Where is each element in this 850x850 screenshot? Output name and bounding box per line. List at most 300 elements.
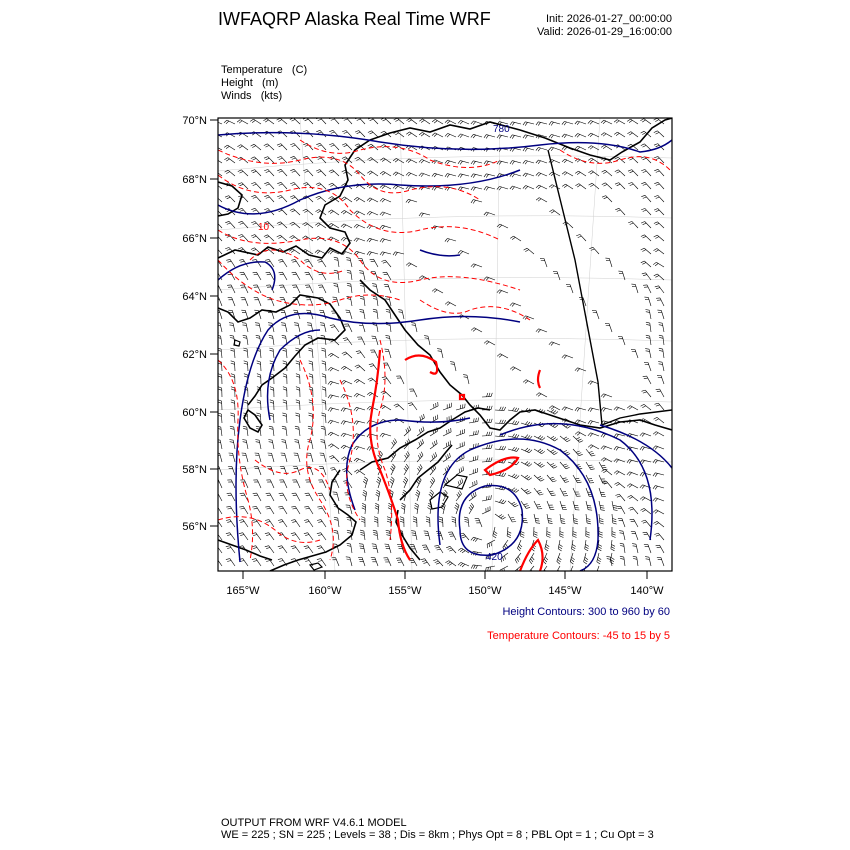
wind-barb-feather xyxy=(211,133,214,136)
wind-barb-feather xyxy=(364,479,367,481)
wind-barb-feather xyxy=(406,263,409,266)
wind-barb xyxy=(345,197,352,202)
wind-barb xyxy=(243,506,248,514)
wind-barb-feather xyxy=(304,520,308,521)
wind-barb xyxy=(358,470,365,475)
wind-barb-feather xyxy=(500,446,502,450)
wind-barb-feather xyxy=(627,484,630,487)
wind-barb-feather xyxy=(588,508,592,509)
wind-barb-feather xyxy=(603,408,605,411)
wind-barb-feather xyxy=(356,199,359,202)
wind-barb-feather xyxy=(374,517,378,518)
lon-label: 150°W xyxy=(468,585,502,597)
wind-barb-feather xyxy=(373,286,377,287)
wind-barb-feather xyxy=(538,394,541,397)
wind-barb-feather xyxy=(224,145,227,147)
wind-barb-feather xyxy=(231,402,235,403)
wind-barb-feather xyxy=(515,560,517,564)
wind-barb xyxy=(308,546,313,553)
wind-barb xyxy=(299,427,300,436)
wind-barb xyxy=(610,557,612,566)
wind-barb-feather xyxy=(588,146,591,149)
wind-barb-feather xyxy=(549,491,553,492)
wind-barb-feather xyxy=(620,556,624,557)
wind-barb-feather xyxy=(226,172,230,174)
wind-barb-feather xyxy=(264,144,268,146)
wind-barb-feather xyxy=(213,520,217,521)
wind-barb xyxy=(660,545,664,553)
wind-barb xyxy=(456,494,462,501)
wind-barb-feather xyxy=(642,250,646,252)
wind-barb xyxy=(435,119,443,124)
wind-barb-feather xyxy=(383,272,387,273)
wind-barb xyxy=(656,262,664,267)
wind-barb-feather xyxy=(334,533,338,534)
wind-barb-feather xyxy=(329,456,333,458)
wind-barb-feather xyxy=(306,495,310,496)
wind-barb-feather xyxy=(528,478,531,480)
wind-barb xyxy=(658,222,665,228)
wind-barb-feather xyxy=(562,172,565,175)
wind-barb-feather xyxy=(278,506,282,507)
wind-barb-feather xyxy=(628,182,632,184)
wind-barb xyxy=(294,156,300,163)
wind-barb xyxy=(632,170,638,176)
wind-barb xyxy=(658,182,664,189)
wind-barb-feather xyxy=(318,561,322,562)
wind-barb-feather xyxy=(244,361,248,362)
wind-barb-feather xyxy=(627,132,630,134)
wind-barb-feather xyxy=(394,404,398,406)
wind-barb-feather xyxy=(536,393,539,396)
wind-barb-feather xyxy=(373,532,377,533)
wind-barb-feather xyxy=(346,559,350,560)
wind-barb xyxy=(624,557,625,566)
wind-barb-feather xyxy=(458,161,460,164)
wind-barb-feather xyxy=(343,446,346,449)
wind-barb-feather xyxy=(240,171,244,173)
wind-barb-feather xyxy=(447,174,449,177)
wind-barb xyxy=(351,284,352,293)
wind-barb-feather xyxy=(279,210,283,212)
wind-barb xyxy=(232,467,235,475)
temp-contour-label: 10 xyxy=(258,222,270,233)
wind-barb-feather xyxy=(653,486,655,489)
wind-barb-feather xyxy=(529,561,532,564)
wind-barb xyxy=(606,196,612,202)
wind-barb-feather xyxy=(486,496,487,500)
temperature-contour-note: Temperature Contours: -45 to 15 by 5 xyxy=(487,630,670,642)
wind-barb xyxy=(657,131,664,137)
wind-barb-feather xyxy=(564,466,568,467)
wind-barb-feather xyxy=(356,212,359,215)
wind-barb-feather xyxy=(424,562,428,563)
wind-barb-feather xyxy=(641,195,645,196)
wind-barb xyxy=(294,182,300,189)
wind-barb-feather xyxy=(214,223,218,225)
wind-barb-feather xyxy=(470,505,472,508)
wind-barb xyxy=(281,144,287,150)
wind-barb-feather xyxy=(242,440,246,441)
wind-barb-feather xyxy=(575,146,578,149)
wind-barb xyxy=(336,480,340,488)
wind-barb-feather xyxy=(217,442,221,443)
wind-barb-feather xyxy=(356,459,359,462)
wind-barb-feather xyxy=(603,146,606,148)
wind-barb xyxy=(624,544,625,553)
wind-barb-feather xyxy=(380,185,383,188)
wind-barb-feather xyxy=(642,133,646,135)
wind-barb xyxy=(644,508,651,514)
wind-barb-feather xyxy=(653,473,655,476)
wind-barb-feather xyxy=(657,547,661,548)
wind-barb xyxy=(383,171,391,176)
wind-barb-feather xyxy=(243,428,247,429)
wind-barb-feather xyxy=(572,544,576,546)
wind-barb-feather xyxy=(367,434,369,437)
wind-barb xyxy=(256,259,261,267)
wind-barb-feather xyxy=(347,532,351,533)
wind-barb-feather xyxy=(504,407,506,411)
wind-barb xyxy=(645,235,652,241)
wind-barb-feather xyxy=(253,548,257,549)
wind-barb-feather xyxy=(502,420,504,424)
wind-barb-feather xyxy=(309,374,313,375)
wind-barb-feather xyxy=(377,490,380,492)
wind-barb-feather xyxy=(576,480,580,481)
wind-barb xyxy=(467,375,469,384)
wind-barb-feather xyxy=(320,440,324,441)
wind-barb-feather xyxy=(654,235,658,237)
wind-barb-feather xyxy=(640,447,642,450)
wind-barb-feather xyxy=(213,172,216,174)
wind-barb-feather xyxy=(603,434,605,437)
wind-barb-feather xyxy=(527,463,530,466)
wind-barb xyxy=(325,336,326,345)
wind-barb-feather xyxy=(617,184,621,186)
wind-barb xyxy=(402,310,404,319)
wind-barb-feather xyxy=(565,438,569,440)
wind-barb xyxy=(645,520,651,527)
wind-barb xyxy=(233,323,235,332)
wind-barb-feather xyxy=(499,291,502,294)
wind-barb-feather xyxy=(654,533,658,534)
wind-barb xyxy=(349,310,352,319)
wind-barb-feather xyxy=(230,426,234,427)
wind-barb-feather xyxy=(305,548,309,549)
wind-barb-feather xyxy=(560,536,564,538)
wind-barb-feather xyxy=(473,329,476,332)
wind-barb-feather xyxy=(435,416,436,420)
wind-barb xyxy=(267,119,274,124)
wind-barb-feather xyxy=(460,121,463,124)
wind-barb-feather xyxy=(410,560,414,561)
wind-barb-feather xyxy=(368,131,372,133)
wind-barb-feather xyxy=(321,335,325,336)
wind-barb-feather xyxy=(386,530,390,531)
wind-barb-feather xyxy=(445,561,448,563)
wind-barb-feather xyxy=(643,223,647,225)
wind-barb-feather xyxy=(628,495,632,497)
wind-barb-feather xyxy=(655,523,658,525)
wind-barb-feather xyxy=(655,120,659,122)
wind-barb-feather xyxy=(316,183,320,185)
wind-barb xyxy=(297,467,300,475)
wind-barb-feather xyxy=(282,413,286,414)
wind-barb-feather xyxy=(615,494,619,495)
wind-barb-feather xyxy=(502,517,505,519)
wind-barb xyxy=(298,440,300,449)
wind-barb-feather xyxy=(616,133,619,135)
wind-barb-feather xyxy=(527,422,530,425)
wind-barb-feather xyxy=(512,122,514,125)
wind-barb-feather xyxy=(504,420,506,424)
wind-barb xyxy=(296,272,301,280)
wind-barb-feather xyxy=(334,519,338,520)
wind-barb xyxy=(383,405,391,410)
wind-barb xyxy=(631,495,638,501)
wind-barb-feather xyxy=(283,363,287,364)
wind-barb-feather xyxy=(633,556,637,557)
wind-barb-feather xyxy=(655,447,658,450)
wind-barb-feather xyxy=(309,363,313,364)
wind-barb-feather xyxy=(551,186,554,189)
wind-barb-feather xyxy=(631,521,635,522)
wind-barb-feather xyxy=(266,548,270,549)
wind-barb-feather xyxy=(535,518,539,519)
lon-label: 155°W xyxy=(388,585,422,597)
wind-barb-feather xyxy=(458,187,460,190)
wind-barb-feather xyxy=(523,122,525,125)
wind-barb-feather xyxy=(612,519,616,520)
wind-barb xyxy=(557,272,560,281)
wind-barb-feather xyxy=(458,548,461,550)
wind-barb-feather xyxy=(212,234,216,236)
wind-barb-feather xyxy=(226,159,229,161)
wind-barb-feather xyxy=(560,532,564,534)
wind-barb-feather xyxy=(347,299,351,300)
wind-barb-feather xyxy=(295,348,299,349)
wind-barb-feather xyxy=(354,458,357,461)
wind-barb xyxy=(281,209,287,216)
wind-barb-feather xyxy=(484,187,486,190)
wind-barb-feather xyxy=(226,546,230,547)
wind-barb-feather xyxy=(277,156,281,158)
wind-barb-feather xyxy=(656,389,660,390)
wind-barb-feather xyxy=(309,350,313,351)
wind-barb-feather xyxy=(400,519,404,520)
wind-barb-feather xyxy=(370,259,374,260)
wind-barb-feather xyxy=(347,546,351,547)
wind-barb xyxy=(246,323,248,332)
field-label-height: Height (m) xyxy=(221,77,279,89)
wind-barb-feather xyxy=(465,522,469,523)
wind-barb xyxy=(362,323,365,332)
wind-barb xyxy=(404,467,409,475)
wind-barb xyxy=(246,453,248,462)
wind-barb-feather xyxy=(536,122,538,125)
wind-barb-feather xyxy=(328,353,331,355)
wind-barb-feather xyxy=(572,547,576,549)
wind-barb-feather xyxy=(564,408,567,411)
wind-barb-feather xyxy=(231,387,235,388)
wind-barb-feather xyxy=(374,535,378,536)
wind-barb-feather xyxy=(343,408,345,411)
wind-barb-feather xyxy=(409,405,413,406)
wind-barb-feather xyxy=(433,477,435,480)
wind-barb-feather xyxy=(452,521,456,522)
wind-barb-feather xyxy=(292,158,296,159)
wind-barb-feather xyxy=(471,264,474,267)
wind-barb-feather xyxy=(575,368,578,371)
wind-barb-feather xyxy=(654,182,658,183)
wind-barb-feather xyxy=(369,447,371,450)
wind-barb-feather xyxy=(341,394,344,397)
wind-barb-feather xyxy=(642,447,644,450)
wind-barb xyxy=(338,518,339,527)
wind-barb xyxy=(570,285,573,294)
wind-barb-feather xyxy=(425,338,429,339)
wind-barb-feather xyxy=(406,172,409,175)
model-config-line: WE = 225 ; SN = 225 ; Levels = 38 ; Dis = 8km ; Phys Opt = 8 ; PBL Opt = 1 ; Cu Opt = 3 xyxy=(221,829,654,841)
wind-barb-feather xyxy=(445,238,448,241)
wind-barb-feather xyxy=(257,374,261,375)
wind-barb-feather xyxy=(386,533,390,534)
wind-barb xyxy=(286,349,287,358)
wind-barb-feather xyxy=(244,350,248,351)
wind-barb xyxy=(618,482,625,488)
wind-barb-feather xyxy=(590,134,593,137)
wind-barb-feather xyxy=(577,369,580,372)
wind-barb xyxy=(333,170,340,176)
lat-label: 64°N xyxy=(182,291,207,303)
wind-barb xyxy=(332,444,339,449)
wind-barb-feather xyxy=(607,559,611,560)
wind-barb-feather xyxy=(491,419,492,423)
wind-barb-feather xyxy=(659,348,663,349)
wind-barb-feather xyxy=(469,507,471,510)
wind-barb-feather xyxy=(549,342,552,345)
wind-barb xyxy=(221,349,222,358)
wind-barb-feather xyxy=(277,169,281,171)
wind-barb-feather xyxy=(523,135,525,138)
wind-barb-feather xyxy=(375,503,379,505)
wind-barb-feather xyxy=(527,435,530,438)
wind-barb xyxy=(268,157,274,163)
wind-barb xyxy=(228,145,236,150)
wind-barb-feather xyxy=(291,259,295,260)
wind-barb-feather xyxy=(514,475,517,478)
wind-barb xyxy=(553,210,560,215)
wind-barb-feather xyxy=(333,283,337,284)
wind-barb-feather xyxy=(473,444,474,448)
wind-barb-feather xyxy=(318,535,322,536)
wind-barb-feather xyxy=(347,543,351,544)
wind-barb-feather xyxy=(383,119,387,121)
wind-barb-feather xyxy=(518,546,521,549)
wind-barb-feather xyxy=(616,472,619,475)
wind-barb-feather xyxy=(473,200,475,203)
wind-barb xyxy=(388,285,391,294)
wind-barb-feather xyxy=(316,143,320,144)
wind-barb xyxy=(609,324,612,333)
wind-barb-feather xyxy=(426,521,430,522)
wind-barb-feather xyxy=(471,187,473,190)
wind-barb-feather xyxy=(395,252,397,255)
wind-barb-feather xyxy=(268,323,272,324)
field-label-temperature: Temperature (C) xyxy=(221,64,308,76)
wind-barb-feather xyxy=(642,263,646,265)
wind-barb-feather xyxy=(387,517,391,518)
wind-barb-feather xyxy=(577,122,580,125)
wind-barb-feather xyxy=(362,503,366,505)
wind-barb-feather xyxy=(542,438,545,441)
wind-barb-feather xyxy=(413,517,417,518)
wind-barb xyxy=(372,131,379,137)
wind-barb-feather xyxy=(484,277,487,280)
wind-barb xyxy=(231,480,235,488)
wind-barb-feather xyxy=(291,559,295,560)
wind-barb xyxy=(385,260,391,267)
wind-barb-feather xyxy=(277,144,281,146)
wind-barb-feather xyxy=(253,535,257,536)
wind-barb-feather xyxy=(290,143,294,145)
wind-barb xyxy=(396,158,404,163)
wind-barb-feather xyxy=(655,250,658,252)
wind-barb-feather xyxy=(538,449,541,452)
wind-barb xyxy=(320,183,327,189)
wind-barb xyxy=(371,158,378,164)
wind-barb-feather xyxy=(461,468,462,472)
wind-barb-feather xyxy=(386,535,390,536)
wind-barb-feather xyxy=(603,121,606,124)
wind-barb xyxy=(358,157,365,163)
wind-barb-feather xyxy=(251,235,255,237)
wind-barb xyxy=(309,493,313,501)
wind-barb-feather xyxy=(536,185,539,188)
wind-barb-feather xyxy=(318,493,322,494)
wind-barb-feather xyxy=(400,517,404,518)
wind-barb-feather xyxy=(368,144,372,146)
wind-barb xyxy=(283,480,287,488)
wind-barb-feather xyxy=(476,566,478,570)
wind-barb-feather xyxy=(380,158,383,160)
wind-barb xyxy=(337,284,339,293)
wind-barb xyxy=(351,271,352,280)
wind-barb-feather xyxy=(629,485,632,488)
wind-barb xyxy=(605,145,613,150)
wind-barb-feather xyxy=(211,158,214,160)
wind-barb-feather xyxy=(270,415,274,416)
wind-barb-feather xyxy=(373,309,377,310)
wind-barb xyxy=(268,182,274,189)
wind-barb-feather xyxy=(497,224,500,227)
wind-barb-feather xyxy=(361,535,365,536)
wind-barb-feather xyxy=(641,508,645,510)
wind-barb-feather xyxy=(292,119,296,121)
wind-barb-feather xyxy=(305,261,309,262)
wind-barb-feather xyxy=(601,394,604,397)
wind-barb xyxy=(273,349,274,358)
wind-barb-feather xyxy=(549,147,552,150)
wind-barb-feather xyxy=(316,210,319,212)
wind-barb-feather xyxy=(415,503,419,505)
wind-barb-feather xyxy=(231,361,235,362)
wind-barb-feather xyxy=(363,495,366,497)
wind-barb-feather xyxy=(392,466,395,469)
wind-barb-feather xyxy=(590,172,593,174)
wind-barb-feather xyxy=(230,325,234,326)
